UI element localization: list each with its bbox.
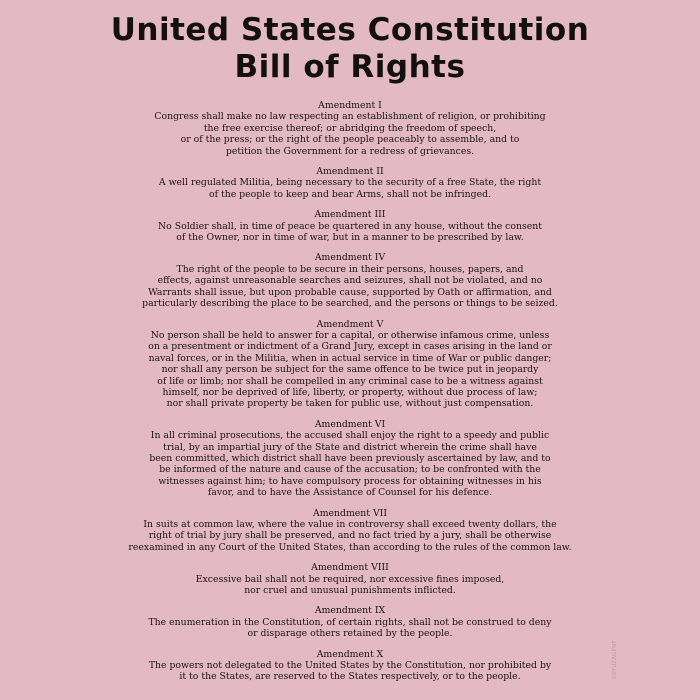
amendment-text-line: reexamined in any Court of the United States, than according to the rules of the common law. xyxy=(128,541,572,553)
amendment-text-line: or disparage others retained by the people. xyxy=(247,628,453,640)
amendment-text-line: nor cruel and unusual punishments inflicted. xyxy=(244,585,456,597)
amendment-text-line: Congress shall make no law respecting an establishment of religion, or prohibiting xyxy=(154,111,546,123)
amendment-heading: Amendment I xyxy=(318,100,382,111)
amendment-heading: Amendment X xyxy=(316,648,384,660)
amendment-block xyxy=(18,100,682,157)
amendment-block xyxy=(18,166,682,200)
amendment-text-line: of the people to keep and bear Arms, shall not be infringed. xyxy=(209,188,491,200)
amendment-heading: Amendment IX xyxy=(314,605,386,617)
amendment-text-line: In all criminal prosecutions, the accused shall enjoy the right to a speedy and public xyxy=(150,430,550,442)
amendment-block xyxy=(18,649,682,683)
amendment-heading: Amendment III xyxy=(314,209,386,221)
amendment-text-line: the free exercise thereof; or abridging the freedom of speech, xyxy=(203,122,497,134)
amendment-block xyxy=(18,605,682,639)
amendment-heading: Amendment VIII xyxy=(311,562,389,574)
document-title xyxy=(18,12,682,86)
amendment-text-line: particularly describing the place to be searched, and the persons or things to be seized. xyxy=(142,298,558,310)
amendment-text-line: No Soldier shall, in time of peace be quartered in any house, without the consent xyxy=(158,220,542,232)
amendment-block xyxy=(18,209,682,243)
amendment-text-line: petition the Government for a redress of grievances. xyxy=(225,145,475,157)
amendment-text-line: be informed of the nature and cause of the accusation; to be confronted with the xyxy=(159,464,541,476)
amendment-block xyxy=(18,419,682,499)
title-line-2: Bill of Rights xyxy=(234,49,466,85)
amendment-heading: Amendment V xyxy=(316,318,384,330)
amendment-text-line: on a presentment or indictment of a Grand Jury, except in cases arising in the land or xyxy=(148,341,552,353)
amendment-text-line: A well regulated Militia, being necessary to the security of a free State, the right xyxy=(158,177,542,189)
amendment-heading: Amendment II xyxy=(316,166,384,178)
amendment-block xyxy=(18,252,682,309)
amendment-text-line: In suits at common law, where the value in controversy shall exceed twenty dollars, the xyxy=(143,519,557,530)
amendment-text-line: of the Owner, nor in time of war, but in a manner to be prescribed by law. xyxy=(176,232,524,244)
amendment-block xyxy=(18,508,682,554)
amendment-text-line: himself, nor be deprived of life, liberty, or property, without due process of law; xyxy=(162,386,538,398)
title-line-1: United States Constitution xyxy=(110,12,590,48)
amendment-text-line: The powers not delegated to the United States by the Constitution, nor prohibited by xyxy=(148,660,552,672)
watermark: SOYUZAGENT xyxy=(612,640,618,680)
amendment-text-line: trial, by an impartial jury of the State and district wherein the crime shall have xyxy=(163,441,537,453)
amendment-text-line: The enumeration in the Constitution, of certain rights, shall not be construed to deny xyxy=(148,616,552,628)
amendment-text-line: No person shall be held to answer for a capital, or otherwise infamous crime, unless xyxy=(150,329,550,341)
amendment-text-line: effects, against unreasonable searches and seizures, shall not be violated, and no xyxy=(157,275,543,287)
amendments-list xyxy=(18,100,682,683)
amendment-text-line: of life or limb; nor shall be compelled in any criminal case to be a witness against xyxy=(157,375,543,387)
amendment-text-line: been committed, which district shall have been previously ascertained by law, and to xyxy=(149,452,551,464)
amendment-heading: Amendment IV xyxy=(314,252,386,264)
amendment-text-line: Excessive bail shall not be required, nor excessive fines imposed, xyxy=(195,573,505,585)
amendment-text-line: favor, and to have the Assistance of Counsel for his defence. xyxy=(207,487,493,499)
amendment-heading: Amendment VII xyxy=(312,507,388,519)
amendment-text-line: right of trial by jury shall be preserved, and no fact tried by a jury, shall be otherwise xyxy=(148,530,552,542)
amendment-block xyxy=(18,319,682,410)
amendment-heading: Amendment VI xyxy=(314,418,386,430)
amendment-text-line: nor shall any person be subject for the same offence to be twice put in jeopardy xyxy=(161,364,539,376)
amendment-block xyxy=(18,562,682,596)
amendment-text-line: Warrants shall issue, but upon probable cause, supported by Oath or affirmation, and xyxy=(148,286,552,298)
amendment-text-line: The right of the people to be secure in their persons, houses, papers, and xyxy=(176,263,524,275)
amendment-text-line: nor shall private property be taken for public use, without just compensation. xyxy=(166,398,534,410)
amendment-text-line: or of the press; or the right of the people peaceably to assemble, and to xyxy=(180,134,520,146)
amendment-text-line: witnesses against him; to have compulsory process for obtaining witnesses in his xyxy=(158,475,542,487)
amendment-text-line: naval forces, or in the Militia, when in actual service in time of War or public danger; xyxy=(148,352,552,364)
amendment-text-line: it to the States, are reserved to the States respectively, or to the people. xyxy=(179,671,521,683)
